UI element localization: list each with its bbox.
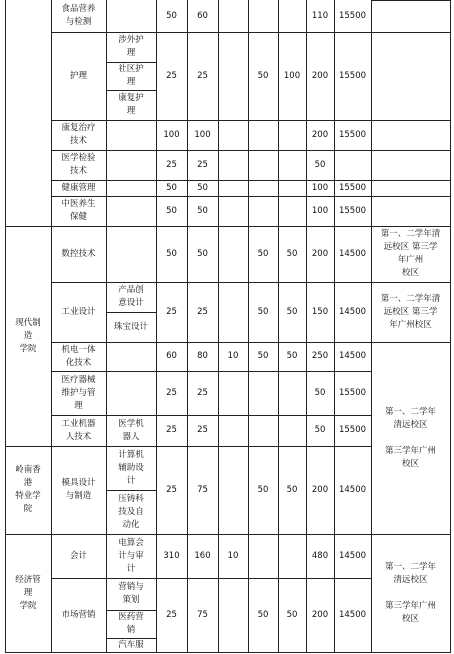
grid-line [106,0,107,653]
program-name: 康复治疗 技术 [61,123,96,146]
enrollment-value: 25 [166,306,177,317]
enrollment-value [218,446,248,534]
enrollment-value: 10 [227,550,239,561]
grid-line [156,0,157,653]
enrollment-value: 25 [166,425,177,435]
direction-name [106,180,156,196]
grid-line [371,180,451,181]
enrollment-value [278,534,306,578]
enrollment-value: 10 [227,351,239,361]
tuition-fee: 15500 [338,70,367,81]
enrollment-value: 50 [286,484,298,495]
grid-line [51,342,372,343]
enrollment-value: 25 [197,387,208,398]
program-name: 医疗器械 维护与管 理 [61,374,96,411]
grid-line [51,150,372,151]
direction-name: 电算会 计与审 计 [118,537,144,574]
enrollment-value [278,0,306,32]
program-name: 会计 [69,550,87,561]
enrollment-value: 75 [197,609,208,620]
grid-line [106,90,157,91]
grid-line [106,490,157,491]
enrollment-value: 50 [197,248,208,259]
enrollment-value: 100 [194,129,211,140]
grid-line [51,578,372,579]
grid-line [106,638,157,639]
grid-line [51,180,372,181]
grid-line [51,282,372,283]
enrollment-value [248,534,278,578]
program-name: 数控技术 [61,248,96,259]
enrollment-value: 25 [166,484,177,495]
tuition-fee: 15500 [338,387,367,398]
direction-name [106,371,156,415]
direction-name: 压铸科 技及自 动化 [118,493,144,530]
enrollment-value: 50 [257,306,269,317]
tuition-fee: 15500 [338,10,367,21]
direction-name [106,150,156,180]
college-name: 岭南香 港 特业学 院 [15,465,41,514]
grid-line [306,0,307,653]
program-name: 中医养生 保健 [61,199,96,222]
grid-line [51,196,372,197]
enrollment-value: 25 [166,387,177,398]
enrollment-value [248,120,278,150]
enrollment-value: 25 [197,70,208,81]
enrollment-value: 100 [311,205,329,216]
enrollment-value [248,415,278,446]
grid-line [106,610,157,611]
tuition-fee: 14500 [338,248,367,259]
enrollment-value: 50 [197,205,208,216]
enrollment-value [218,32,248,120]
program-name: 市场营销 [61,609,96,620]
grid-line [5,226,372,227]
enrollment-value [218,578,248,652]
direction-name [106,196,156,226]
enrollment-value: 50 [314,159,326,170]
grid-line [371,534,451,535]
grid-line [450,0,451,653]
enrollment-value [248,0,278,32]
grid-line [278,0,279,653]
enrollment-value [218,226,248,282]
enrollment-value: 50 [166,182,177,193]
grid-line [371,150,451,151]
enrollment-value: 50 [286,609,298,620]
campus-location: 第一、二学年清 远校区 第三学 年广州 校区 [380,229,441,278]
grid-line [371,282,451,283]
grid-line [51,120,372,121]
college-name: 经济管 理 学院 [15,574,41,611]
enrollment-value [278,120,306,150]
direction-name: 珠宝设计 [113,321,148,332]
enrollment-value: 25 [166,609,177,620]
enrollment-value: 50 [257,609,269,620]
grid-line [5,534,372,535]
grid-line [371,0,372,653]
grid-line [106,312,157,313]
tuition-fee: 15500 [338,205,367,216]
enrollment-value: 50 [286,306,298,317]
grid-line [371,342,451,343]
direction-name: 社区护 理 [118,64,144,87]
enrollment-value: 250 [311,351,329,361]
enrollment-value [278,371,306,415]
enrollment-value: 200 [311,129,329,140]
grid-line [5,446,372,447]
grid-line [5,0,6,653]
grid-line [106,62,157,63]
enrollment-value: 200 [311,609,329,620]
enrollment-value: 150 [311,306,329,317]
tuition-fee: 14500 [338,306,367,317]
enrollment-value: 50 [257,351,269,361]
grid-line [5,652,372,653]
enrollment-value [248,371,278,415]
enrollment-value [278,415,306,446]
enrollment-value: 200 [311,70,329,81]
direction-name: 涉外护 理 [118,35,144,58]
enrollment-value: 160 [194,550,211,561]
enrollment-value: 60 [197,10,208,21]
program-name: 健康管理 [61,182,96,193]
enrollment-value: 100 [311,182,329,193]
direction-name: 营销与 策划 [118,582,144,605]
grid-line [334,0,335,653]
direction-name: 计算机 辅助设 计 [118,449,144,486]
grid-line [371,226,451,227]
grid-line [371,196,451,197]
enrollment-value: 110 [311,10,329,21]
enrollment-value [218,196,248,226]
direction-name: 产品创 意设计 [118,285,144,308]
college-name: 现代制 造 学院 [15,317,41,354]
direction-name [106,226,156,282]
tuition-fee: 15500 [338,129,367,140]
enrollment-value: 50 [197,182,208,193]
program-name: 模具设计 与制造 [61,478,96,501]
enrollment-value [248,196,278,226]
enrollment-value [218,0,248,32]
grid-line [51,0,52,653]
enrollment-value [278,196,306,226]
enrollment-value: 310 [163,550,180,561]
enrollment-value: 50 [257,248,269,259]
campus-location: 第一、二学年 清远校区 第三学年广州 校区 [384,561,436,624]
enrollment-value: 25 [166,70,177,81]
program-name: 工业机器 人技术 [61,418,96,442]
enrollment-value: 200 [311,248,329,259]
enrollment-value: 50 [166,10,177,21]
program-name: 护理 [69,70,87,81]
tuition-fee: 14500 [338,550,367,561]
tuition-fee: 15500 [338,182,367,193]
enrollment-value: 50 [166,205,177,216]
enrollment-value: 50 [314,425,326,435]
program-name: 工业设计 [61,306,96,317]
enrollment-value: 25 [197,306,208,317]
direction-name: 医药营 销 [118,612,144,635]
campus-location: 第一、二学年 清远校区 第三学年广州 校区 [384,406,436,469]
enrollment-value: 50 [286,248,298,259]
enrollment-value [278,150,306,180]
grid-line [371,652,451,653]
tuition-fee: 14500 [338,351,367,361]
grid-line [51,32,372,33]
enrollment-value: 100 [163,129,180,140]
enrollment-value [248,150,278,180]
tuition-fee: 14500 [338,484,367,495]
enrollment-value: 80 [197,351,208,361]
enrollment-value [218,120,248,150]
enrollment-value: 50 [257,484,269,495]
grid-line [51,371,372,372]
enrollment-value [218,371,248,415]
program-name: 食品营养 与检测 [61,4,96,27]
enrollment-value: 50 [314,387,326,398]
grid-line [371,0,451,1]
direction-name [106,342,156,371]
grid-line [371,32,451,33]
enrollment-value: 25 [197,425,208,435]
enrollment-value: 25 [166,159,177,170]
enrollment-value: 480 [311,550,329,561]
grid-line [248,0,249,653]
enrollment-value: 25 [197,159,208,170]
campus-location: 第一、二学年清 远校区 第三学 年广州校区 [380,293,441,330]
enrollment-value [248,180,278,196]
program-name: 医学检验 技术 [61,153,96,176]
enrollment-value: 200 [311,484,329,495]
direction-name [106,0,156,32]
tuition-fee: 15500 [338,425,367,435]
grid-line [371,120,451,121]
enrollment-value: 50 [166,248,177,259]
grid-line [187,0,188,653]
grid-line [218,0,219,653]
enrollment-value [278,180,306,196]
direction-name [106,120,156,150]
enrollment-value: 100 [283,70,301,81]
tuition-fee [334,150,371,180]
direction-name: 汽车服 [118,639,144,650]
direction-name: 康复护 理 [118,93,144,116]
enrollment-value [218,282,248,342]
enrollment-value [218,415,248,446]
program-name: 机电一体 化技术 [61,344,96,368]
enrollment-value [218,150,248,180]
direction-name: 医学机 器人 [118,418,144,442]
grid-line [51,415,372,416]
tuition-fee: 14500 [338,609,367,620]
enrollment-value: 50 [257,70,269,81]
enrollment-value: 75 [197,484,208,495]
enrollment-value: 60 [166,351,177,361]
enrollment-value [218,180,248,196]
enrollment-value: 50 [286,351,298,361]
